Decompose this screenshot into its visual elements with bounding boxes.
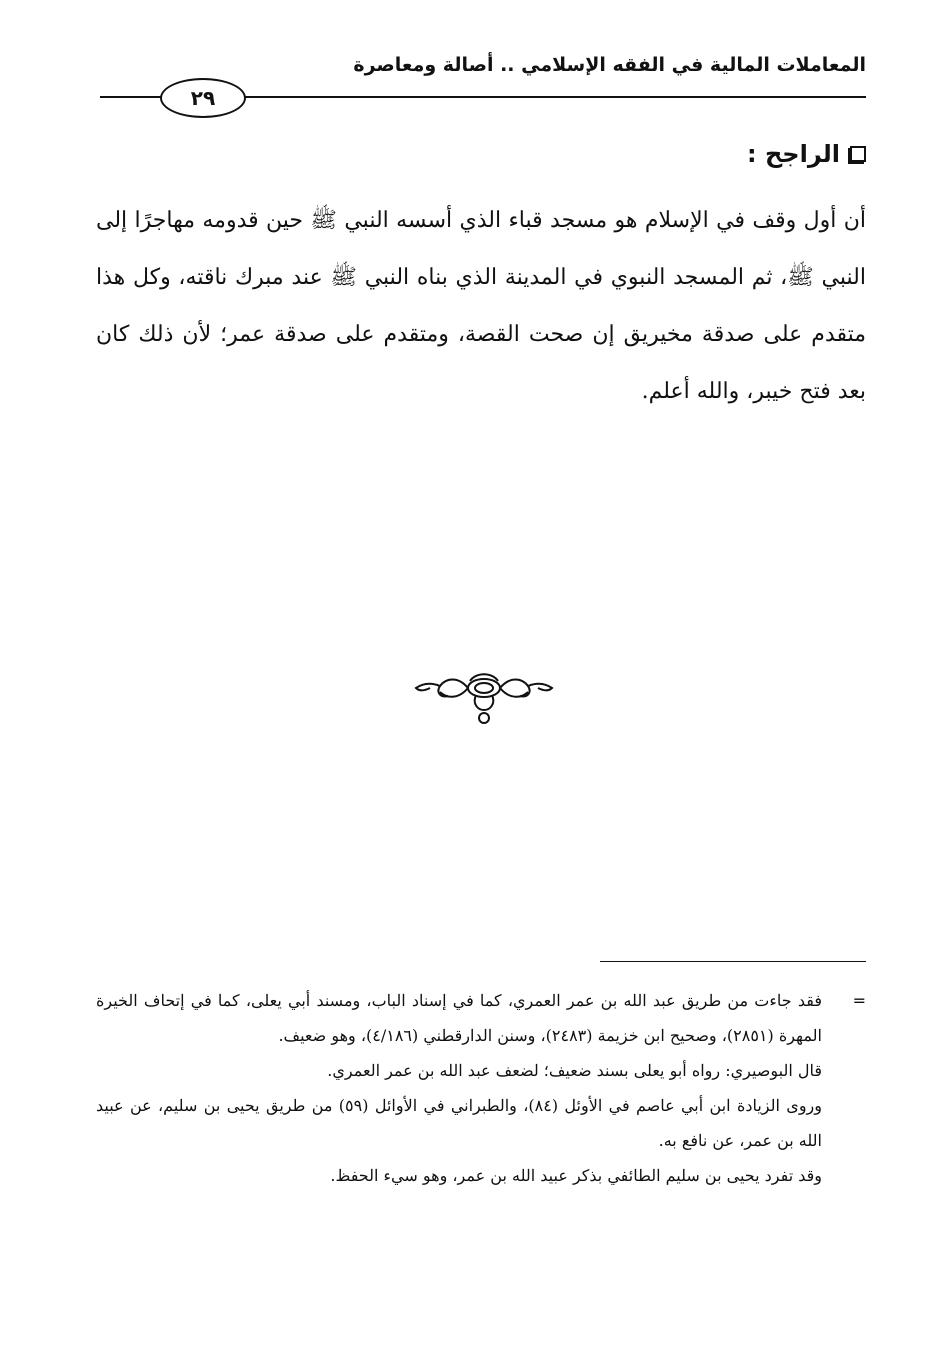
footnote-continuation (96, 983, 866, 1053)
footnote-line: فقد جاءت من طريق عبد الله بن عمر العمري، كما في إسناد الباب، ومسند أبي يعلى، كما في إتحاف الخيرة المهرة (٢٨٥١)، وصحيح ابن خزيمة (٢٤٨٣)، وسنن الدارقطني (٤/١٨٦)، وهو ضعيف. (96, 991, 822, 1045)
section-heading-text: الراجح : (747, 140, 840, 168)
footnotes (96, 983, 866, 1193)
running-head: المعاملات المالية في الفقه الإسلامي .. أصالة ومعاصرة (353, 54, 866, 76)
footnote-rule (600, 961, 866, 962)
footnote-line: قال البوصيري: رواه أبو يعلى بسند ضعيف؛ لضعف عبد الله بن عمر العمري. (327, 1061, 822, 1080)
footnote-line: وقد تفرد يحيى بن سليم الطائفي بذكر عبيد الله بن عمر، وهو سيء الحفظ. (330, 1166, 822, 1185)
page-number: ٢٩ (160, 78, 246, 118)
section-heading (747, 140, 866, 168)
continuation-mark: = (852, 991, 866, 1010)
floral-ornament-icon (410, 664, 558, 726)
body-paragraph: أن أول وقف في الإسلام هو مسجد قباء الذي أسسه النبي ﷺ حين قدومه مهاجرًا إلى النبي ﷺ، ثم المسجد النبوي في المدينة الذي بناه النبي ﷺ عند مبرك ناقته، وكل هذا متقدم على صدقة مخيريق إن صحت القصة، ومتقدم على صدقة عمر؛ لأن ذلك كان بعد فتح خيبر، والله أعلم. (96, 208, 866, 404)
footnote-line: وروى الزيادة ابن أبي عاصم في الأوئل (٨٤)، والطبراني في الأوائل (٥٩) من طريق يحيى بن سليم، عن عبيد الله بن عمر، عن نافع به. (96, 1096, 823, 1150)
checkbox-icon (850, 146, 866, 162)
